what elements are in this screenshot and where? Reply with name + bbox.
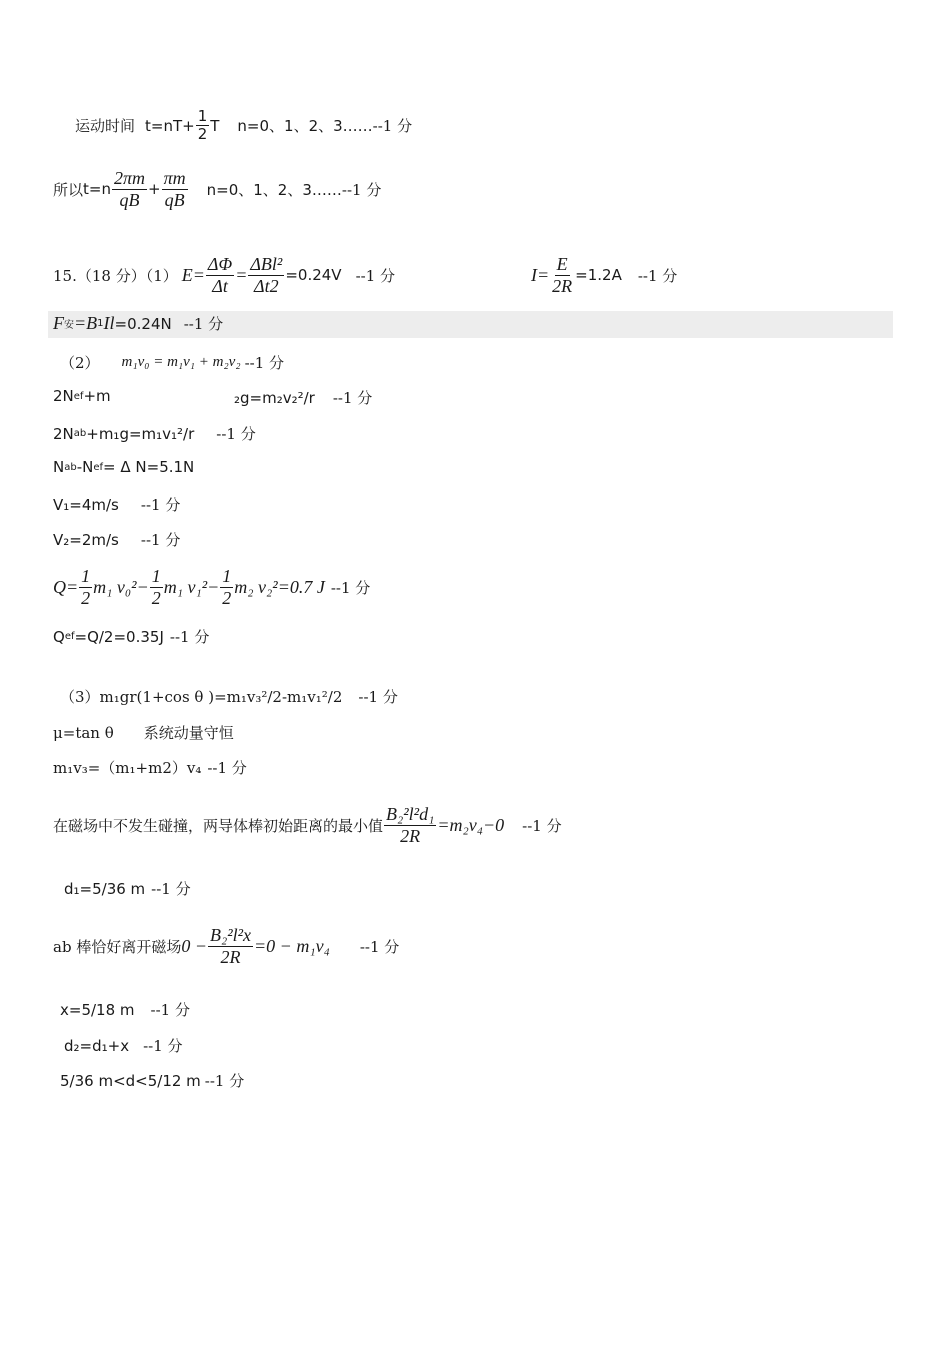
fraction-2pim-qb: $\frac{2\pi m}{qB}$ xyxy=(113,168,146,210)
text-T: T xyxy=(210,116,220,135)
plus: + xyxy=(148,180,161,199)
term-m1v1: m₁ v₁² xyxy=(163,576,208,597)
score: --1 分 xyxy=(183,315,224,333)
value-d1: d₁=5/36 m xyxy=(64,879,146,898)
value-d2: d₂=d₁+x xyxy=(64,1036,130,1055)
value-force: =0.24N xyxy=(114,314,172,333)
text-B: =B xyxy=(74,313,98,333)
line-ampere-force: F 安 =B 1 Il =0.24N --1 分 xyxy=(53,313,224,333)
line-ab-leaves-field xyxy=(53,925,399,967)
equation-momentum-2: m₁v₃=（m₁+m2）v₄ xyxy=(53,759,202,777)
score: --1 分 xyxy=(358,688,398,706)
term-m2v2: m₂ v₂² xyxy=(234,576,278,597)
term-m1v0: m₁ v₀² xyxy=(93,576,137,597)
equation-mu: μ=tan θ xyxy=(53,723,114,742)
score: --1 分 xyxy=(244,354,285,372)
text-plus-m: +m xyxy=(83,387,111,405)
text-min-distance: 在磁场中不发生碰撞，两导体棒初始距离的最小值 xyxy=(53,816,384,835)
fraction-E-2R: $\frac{E}{2R}$ xyxy=(552,254,573,296)
text-minus-N: -N xyxy=(76,458,94,476)
score: --1 分 xyxy=(169,628,210,646)
text-t: t=nT+ xyxy=(145,116,195,135)
text-momentum-conserved: 系统动量守恒 xyxy=(143,724,234,742)
line-x xyxy=(60,999,190,1020)
score: --1 分 xyxy=(150,1001,190,1019)
fraction-b2l2d1-2r: $\frac{\text{B₂²l²d₁}}{2R}$ xyxy=(386,804,435,846)
score: --1 分 xyxy=(637,266,678,285)
fraction-half: $\frac{1}{2}$ xyxy=(222,566,232,608)
text-zero-minus: 0 − xyxy=(181,935,207,956)
label-so: 所以 xyxy=(53,180,84,199)
score: --1 分 xyxy=(140,531,181,549)
equation-nef: ₂g=m₂v₂²/r xyxy=(234,388,315,407)
line-v1 xyxy=(53,494,180,515)
score: --1 分 xyxy=(207,759,247,777)
value-delta-n: = Δ N=5.1N xyxy=(103,458,195,476)
score: --1 分 xyxy=(359,937,400,956)
fraction-half: $\frac{1}{2}$ xyxy=(197,107,208,144)
line-motion-time xyxy=(75,108,412,144)
text-N: N xyxy=(53,458,65,476)
line-nef-right xyxy=(234,387,372,408)
question-15-heading: 15.（18 分）（1） xyxy=(53,266,178,285)
score: --1 分 xyxy=(140,496,181,514)
part-2-label: （2） xyxy=(60,354,100,372)
score: --1 分 xyxy=(355,266,396,285)
equation-part3: （3）m₁gr(1+cos θ )=m₁v₃²/2-m₁v₁²/2 xyxy=(60,688,343,706)
value-x: x=5/18 m xyxy=(60,1000,135,1019)
fraction-b2l2x-2r: $\frac{\text{B₂²l²x}}{2R}$ xyxy=(209,925,252,967)
text-n-values: n=0、1、2、3…… xyxy=(206,180,342,199)
line-range xyxy=(60,1070,244,1091)
score: --1 分 xyxy=(204,1072,245,1090)
fraction-half: $\frac{1}{2}$ xyxy=(81,566,91,608)
value-v2: V₂=2m/s xyxy=(53,530,119,549)
score: --1 分 xyxy=(330,578,371,597)
line-q15-current xyxy=(531,254,677,296)
text-2N: 2N xyxy=(53,387,74,405)
equation-rest: =m₂v₄−0 xyxy=(437,814,505,835)
text-Q: Q xyxy=(53,627,65,646)
fraction-dbl2-dt2: $\frac{\text{ΔBl²}}{\Delta t2}$ xyxy=(250,254,283,296)
score: --1 分 xyxy=(151,880,191,898)
value-qef: =Q/2=0.35J xyxy=(74,627,164,646)
text-ab-leaves: ab 棒恰好离开磁场 xyxy=(53,937,182,956)
line-d1 xyxy=(64,878,191,899)
score: --1 分 xyxy=(216,425,256,443)
minus: − xyxy=(136,576,149,597)
line-q15-emf xyxy=(53,254,395,296)
text-F: F xyxy=(53,313,64,333)
line-heat-q xyxy=(53,566,370,608)
value-emf: =0.24V xyxy=(285,266,342,285)
minus: − xyxy=(207,576,220,597)
line-part2-momentum xyxy=(60,352,284,373)
score: --1 分 xyxy=(332,389,373,407)
text-n-values: n=0、1、2、3…… xyxy=(237,117,373,136)
equation-rest: =0 − m₁v₄ xyxy=(254,935,330,956)
value-heat: =0.7 J xyxy=(277,576,325,597)
line-delta-n: N ab -N ef = Δ N=5.1N xyxy=(53,458,195,476)
line-magnetic-min-distance xyxy=(53,804,562,846)
text-I: I= xyxy=(531,264,550,285)
line-d2 xyxy=(64,1035,183,1056)
equation-nab: +m₁g=m₁v₁²/r xyxy=(86,424,195,443)
line-v2 xyxy=(53,529,180,550)
text-Il: Il xyxy=(103,313,115,333)
line-t-formula xyxy=(53,168,381,210)
text-t: t=n xyxy=(83,180,111,199)
fraction-dphi-dt: $\frac{\Delta\Phi}{\Delta t}$ xyxy=(207,254,233,296)
score: --1 分 xyxy=(522,816,562,835)
line-momentum-2 xyxy=(53,757,247,778)
value-v1: V₁=4m/s xyxy=(53,495,119,514)
score: --1 分 xyxy=(372,117,413,136)
line-mu xyxy=(53,722,234,743)
line-part3-energy xyxy=(60,686,398,707)
line-qef: Q ef =Q/2=0.35J --1 分 xyxy=(53,627,210,646)
text-Q: Q= xyxy=(53,576,79,597)
score: --1 分 xyxy=(143,1037,183,1055)
text-2N: 2N xyxy=(53,424,74,443)
label-motion-time: 运动时间 xyxy=(75,117,136,136)
line-nef: 2N ef +m xyxy=(53,387,111,405)
equals: = xyxy=(235,264,248,285)
value-range: 5/36 m<d<5/12 m xyxy=(60,1071,201,1090)
fraction-half: $\frac{1}{2}$ xyxy=(151,566,161,608)
fraction-pim-qb: $\frac{\pi m}{qB}$ xyxy=(163,168,186,210)
text-E: E= xyxy=(181,264,205,285)
value-current: =1.2A xyxy=(575,266,622,285)
score: --1 分 xyxy=(341,180,382,199)
equation-momentum: m₁v₀ = m₁v₁ + m₂v₂ xyxy=(121,354,241,370)
line-nab: 2N ab +m₁g=m₁v₁²/r --1 分 xyxy=(53,424,256,443)
